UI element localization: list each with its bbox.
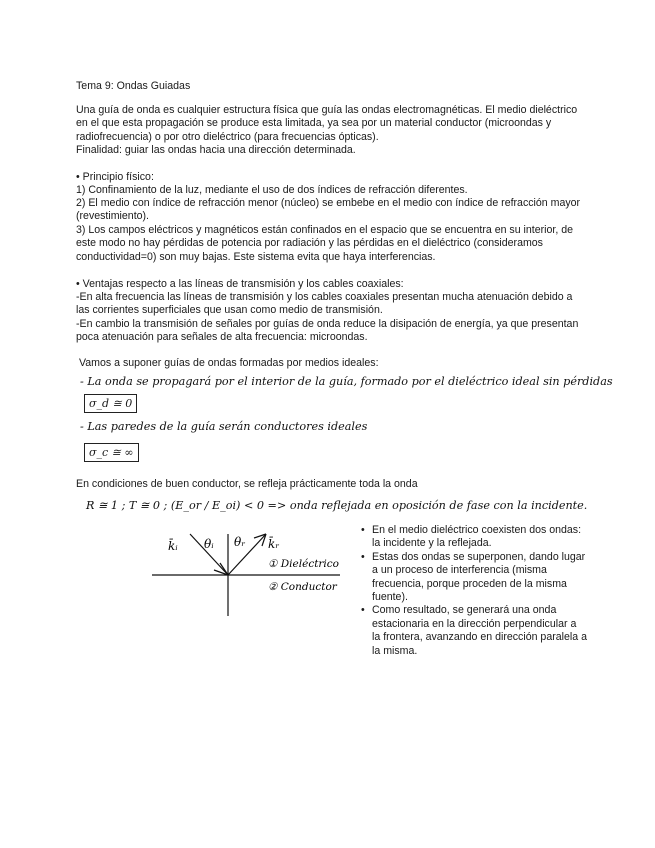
ki-label: k̄ᵢ [168, 539, 178, 553]
finalidad-line: Finalidad: guiar las ondas hacia una dirección determinada. [76, 144, 356, 156]
theta-i-label: θᵢ [204, 537, 214, 551]
suponer-line: Vamos a suponer guías de ondas formadas por medios ideales: [79, 357, 379, 369]
medium-2-label: ② Conductor [268, 581, 337, 593]
reflection-formula: R ≅ 1 ; T ≅ 0 ; (E_or / E_oi) < 0 => onda reflejada en oposición de fase con la incidente. [86, 499, 588, 512]
principio-item-2: 2) El medio con índice de refracción menor (núcleo) se embebe en el medio con índice de refracción mayor (revestimiento). [76, 197, 581, 223]
ventajas-item-1: -En alta frecuencia las líneas de transmisión y los cables coaxiales presentan mucha atenuación debido a las corrientes superficiales que usan como medio de transmisión. [76, 291, 573, 317]
sigma-d-box: σ_d ≅ 0 [84, 394, 137, 413]
page-title: Tema 9: Ondas Guiadas [76, 80, 191, 92]
condiciones-line: En condiciones de buen conductor, se refleja prácticamente toda la onda [76, 478, 418, 490]
sigma-c-box: σ_c ≅ ∞ [84, 443, 139, 462]
handwritten-note-2: - Las paredes de la guía serán conductores ideales [80, 420, 368, 433]
principio-item-3: 3) Los campos eléctricos y magnéticos están confinados en el espacio que se encuentra en su interior, de este modo no hay pérdidas de potencia por radiación y las pérdidas en el dieléctrico (consideramos conductividad=0) son muy bajas. Este sistema evita que haya interferencias. [76, 224, 574, 263]
kr-label: k̄ᵣ [268, 537, 280, 551]
reflection-diagram [148, 520, 348, 620]
ventajas-heading: • Ventajas respecto a las líneas de transmisión y los cables coaxiales: [76, 278, 404, 290]
intro-paragraph: Una guía de onda es cualquier estructura física que guía las ondas electromagnéticas. El medio dieléctrico en el que esta propagación se produce esta limitada, ya sea por un material conductor (microondas y radiofrecuencia) o por otro dieléctrico (para frecuencias ópticas). [76, 104, 578, 143]
ventajas-item-2: -En cambio la transmisión de señales por guías de onda reduce la disipación de energía, ya que presentan poca atenuación para señales de alta frecuencia: microondas. [76, 318, 579, 344]
principio-heading: • Principio físico: [76, 171, 154, 183]
list-item: • Como resultado, se generará una onda estacionaria en la dirección perpendicular a la frontera, avanzando en dirección paralela a la misma. [361, 604, 587, 657]
theta-r-label: θᵣ [234, 535, 246, 549]
list-item: • En el medio dieléctrico coexisten dos ondas: la incidente y la reflejada. [361, 524, 582, 550]
handwritten-note-1: - La onda se propagará por el interior de la guía, formado por el dieléctrico ideal sin pérdidas [80, 375, 613, 388]
list-item: • Estas dos ondas se superponen, dando lugar a un proceso de interferencia (misma frecuencia, porque proceden de la misma fuente). [361, 550, 586, 604]
bullet-list [360, 524, 587, 658]
principio-item-1: 1) Confinamiento de la luz, mediante el uso de dos índices de refracción diferentes. [76, 184, 468, 196]
medium-1-label: ① Dieléctrico [268, 558, 339, 570]
